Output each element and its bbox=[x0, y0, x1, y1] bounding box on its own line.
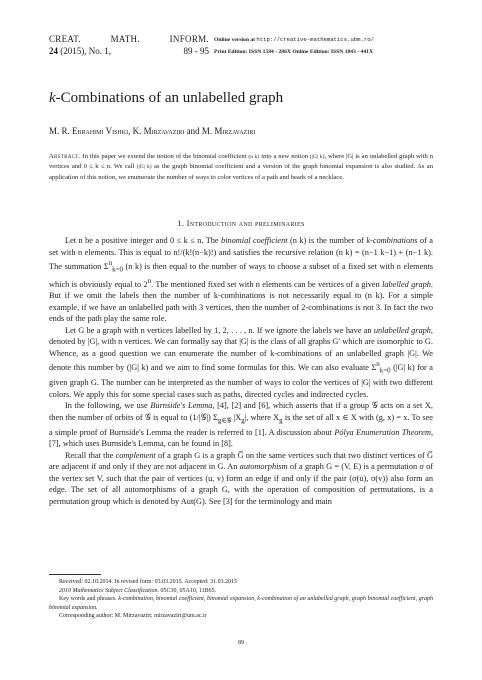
paragraph-3: In the following, we use Burnside's Lemma, [4], [2] and [6], which asserts that if a group 𝒢 acts on a set X, then the number of orbits of 𝒢 is equal to (1/|𝒢|) $\Sigma_{g\in 𝒢}$ $|X_g|$, where $X_g$ is the set of all x ∈ X with (g, x) = x. To see a simple proof of Burnside's Lemma the reader is referred to [1]. A discussion about Pólya Enumeration Theorem, [7], which uses Burnside's Lemma, can be found in [8]. bbox=[49, 401, 434, 449]
abstract-text-1: In this paper we extend the notion of the binomial coefficient bbox=[80, 153, 249, 160]
title-rest: -Combinations of an unlabelled graph bbox=[55, 90, 284, 106]
author-sep-1: , K. bbox=[128, 126, 142, 136]
issn-line: Print Edition: ISSN 1584 - 286X Online Edition: ISSN 1843 - 441X bbox=[214, 49, 373, 55]
keywords: Key words and phrases. k-combination, binomial coefficient, binomial expansion, k-combination of an unlabelled graph, graph binomial coefficient, graph binomial expansion. bbox=[49, 596, 433, 611]
section-heading: 1. Introduction and preliminaries bbox=[177, 219, 305, 228]
page-range: 89 - 95 bbox=[183, 46, 209, 56]
footnote-rule bbox=[49, 574, 101, 575]
binomial-G-k: (|G| k) bbox=[309, 154, 325, 160]
author-list bbox=[49, 125, 255, 137]
term-k-combinations: k-combinations bbox=[366, 236, 418, 245]
abstract-text-4: as the graph binomial coefficient and a version of the graph binomial expansion is also studied. As an application of this notion, we enumerate the number of ways to color vertices of a path and beads of a necklace. bbox=[49, 163, 433, 181]
journal-word-3: INFORM. bbox=[169, 34, 209, 44]
paper-title bbox=[49, 88, 283, 108]
journal-url-link[interactable]: http://creative-mathematics.ubm.ro/ bbox=[256, 36, 374, 43]
msc-classification: 2010 Mathematics Subject Classification. 05C30, 05A10, 11B65. bbox=[59, 587, 217, 594]
term-polya-theorem: Pólya Enumeration Theorem bbox=[334, 427, 431, 437]
online-prefix: Online version at bbox=[214, 37, 257, 43]
author-sep-2: and M. bbox=[184, 126, 213, 136]
abstract-label: Abstract. bbox=[49, 153, 81, 160]
journal-word-2: MATH. bbox=[110, 34, 140, 44]
author-1-name: Ebrahimi Vishki bbox=[72, 126, 129, 136]
page-number: 89 bbox=[238, 640, 244, 646]
term-automorphism: automorphism bbox=[239, 462, 288, 472]
journal-citation bbox=[49, 33, 209, 57]
author-1-initials: M. R. bbox=[49, 126, 70, 136]
abstract bbox=[49, 152, 433, 182]
paragraph-1: Let n be a positive integer and 0 ≤ k ≤ n. The binomial coefficient (n k) is the number of k-combinations of a set with n elements. This is equal to n!/(k!(n−k)!) and satisfies the recursive relation (n k) = (n−1 k−1) + (n−1 k). The summation $\Sigma^n_{k=0}$ (n k) is then equal to the number of ways to choose a subset of a fixed set with n elements which is obviously equal to 2$^n$. The mentioned fixed set with n elements can be vertices of a given labelled graph. But if we omit the labels then the number of k-combinations is not necessarily equal to (n k). For a simple example, if we have an unlabelled path with 3 vertices, then the number of 2-combinations is not 3. In fact the two ends of the path play the same role. bbox=[49, 236, 433, 324]
year-issue: (2015), No. 1, bbox=[60, 46, 111, 56]
term-burnside-lemma: Burnside's Lemma bbox=[150, 401, 213, 411]
body-text bbox=[49, 235, 433, 507]
author-2-name: Mirzavaziri bbox=[143, 126, 185, 136]
binomial-n-k: (n k) bbox=[248, 154, 260, 160]
corresponding-author: Corresponding author: M. Mirzavaziri; mirzavaziri@um.ac.ir bbox=[59, 613, 207, 620]
title-k: k bbox=[49, 90, 56, 106]
paragraph-4: Recall that the complement of a graph G is a graph G̅ on the same vertices such that two distinct vertices of G̅ are adjacent if and only if they are not adjacent in G. An automorphism of a graph G = (V, E) is a permutation σ of the vertex set V, such that the pair of vertices (u, v) form an edge if and only if the pair (σ(u), σ(v)) also form an edge. The set of all automorphisms of a graph G, with the operation of composition of permutations, is a permutation group which is denoted by Aut(G). See [3] for the terminology and main bbox=[49, 450, 433, 506]
term-binomial-coefficient: binomial coefficient bbox=[221, 236, 288, 245]
volume-number: 24 bbox=[49, 46, 58, 56]
binomial-G-k-2: (|G| k) bbox=[136, 164, 152, 171]
abstract-text-3: , where |G| is an unlabelled graph with n vertices and 0 ≤ k ≤ n. We call bbox=[49, 153, 433, 171]
term-complement: complement bbox=[115, 450, 156, 460]
footnotes bbox=[49, 578, 433, 621]
paragraph-2: Let G be a graph with n vertices labelled by 1, 2, . . . , n. If we ignore the labels we have an unlabelled graph, denoted by |G|, with n vertices. We can formally say that |G| is the class of all graphs G′ which are isomorphic to G. Whence, as a good question we can enumerate the number of k-combinations of an unlabelled graph |G|. We denote this number by (|G| k) and we aim to find some formulas for this. We can also evaluate $\Sigma^n_{k=0}$ (|G| k) for a given graph G. The number can be interpreted as the number of ways to color the vertices of |G| with two different colors. We apply this for some special cases such as paths, directed cycles and indirected cycles. bbox=[49, 325, 433, 399]
abstract-text-2: into a new notion bbox=[259, 153, 310, 160]
journal-word-1: CREAT. bbox=[49, 34, 81, 44]
received-dates: Received: 02.10.2014. In revised form: 03.03.2015. Accepted: 31.03.2015 bbox=[59, 579, 238, 585]
term-labelled-graph: labelled graph bbox=[382, 279, 431, 289]
author-3-name: Mirzavaziri bbox=[214, 126, 256, 136]
journal-online-info bbox=[214, 34, 444, 58]
term-unlabelled-graph: unlabelled graph bbox=[373, 325, 431, 335]
